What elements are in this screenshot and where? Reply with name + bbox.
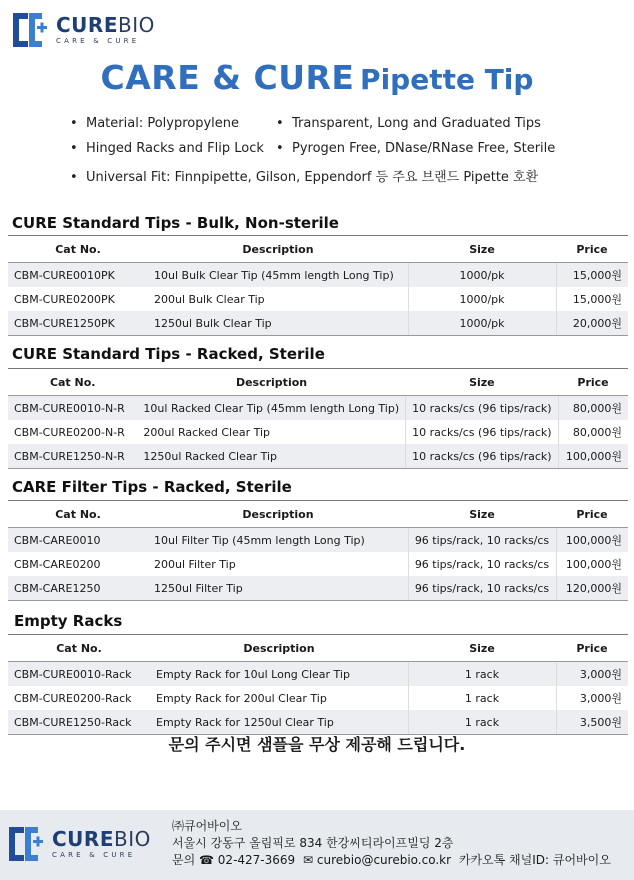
product-table-racked xyxy=(8,368,628,469)
table-header xyxy=(8,369,628,396)
cell-size: 96 tips/rack, 10 racks/cs xyxy=(408,576,556,601)
cell-desc: 1250ul Racked Clear Tip xyxy=(137,444,405,469)
table-row xyxy=(8,686,628,710)
cell-cat: CBM-CURE0010-N-R xyxy=(8,396,137,421)
table-row xyxy=(8,576,628,601)
cell-price: 80,000원 xyxy=(558,396,628,421)
cell-cat: CBM-CURE0010-Rack xyxy=(8,662,150,687)
col-cat: Cat No. xyxy=(8,369,137,396)
cell-size: 10 racks/cs (96 tips/rack) xyxy=(406,396,558,421)
cell-size: 10 racks/cs (96 tips/rack) xyxy=(406,420,558,444)
table-header xyxy=(8,501,628,528)
footer xyxy=(0,810,634,880)
cell-cat: CBM-CURE0200PK xyxy=(14,292,115,306)
col-cat: Cat No. xyxy=(8,236,148,263)
cell-cat: CBM-CURE1250-N-R xyxy=(8,444,137,469)
table-row xyxy=(8,420,628,444)
cell-desc: 1250ul Bulk Clear Tip xyxy=(148,311,408,336)
product-table-bulk xyxy=(8,235,628,336)
col-price: Price xyxy=(556,501,628,528)
cell-price: 100,000원 xyxy=(556,552,628,576)
cell-cat: CBM-CURE0200-N-R xyxy=(14,425,125,439)
feature-transparent: • Transparent, Long and Graduated Tips xyxy=(276,116,541,131)
section-title-racks: Empty Racks xyxy=(14,612,123,630)
table-row xyxy=(8,662,628,687)
cell-cat: CBM-CARE0010 xyxy=(8,528,148,553)
col-cat: Cat No. xyxy=(8,501,148,528)
brand-tagline: CARE & CURE xyxy=(56,37,140,45)
cell-price: 20,000원 xyxy=(556,311,628,336)
cell-size: 96 tips/rack, 10 racks/cs xyxy=(408,552,556,576)
contact-info xyxy=(172,818,611,869)
cell-price: 3,500원 xyxy=(556,710,628,735)
cell-desc: 10ul Filter Tip (45mm length Long Tip) xyxy=(148,528,408,553)
col-size: Size xyxy=(408,501,556,528)
section-title-filter: CARE Filter Tips - Racked, Sterile xyxy=(12,478,292,496)
col-price: Price xyxy=(556,635,628,662)
title-sub: Pipette Tip xyxy=(360,63,534,96)
table-row xyxy=(8,287,628,311)
cell-price: 80,000원 xyxy=(558,420,628,444)
feature-material: • Material: Polypropylene xyxy=(70,116,239,131)
cell-price: 120,000원 xyxy=(556,576,628,601)
title-main: CARE & CURE xyxy=(100,58,355,97)
cell-desc: Empty Rack for 10ul Long Clear Tip xyxy=(150,662,408,687)
table-row xyxy=(8,263,628,288)
table-header xyxy=(8,635,628,662)
mail-icon: ✉ xyxy=(303,853,314,867)
table-header xyxy=(8,236,628,263)
cell-desc: 200ul Racked Clear Tip xyxy=(143,425,271,439)
cell-cat: CBM-CURE1250PK xyxy=(8,311,148,336)
brand-name-light: BIO xyxy=(113,827,151,851)
cell-price: 3,000원 xyxy=(556,686,628,710)
cell-desc: 10ul Racked Clear Tip (45mm length Long Tip) xyxy=(137,396,405,421)
table-row xyxy=(8,444,628,469)
sample-notice: 문의 주시면 샘플을 무상 제공해 드립니다. xyxy=(168,735,466,754)
feature-hinged: • Hinged Racks and Flip Lock xyxy=(70,141,264,156)
table-row xyxy=(8,311,628,336)
phone-number[interactable]: 02-427-3669 xyxy=(217,853,296,867)
cell-size: 1000/pk xyxy=(408,263,556,288)
table-row xyxy=(8,396,628,421)
col-desc: Description xyxy=(148,501,408,528)
cell-price: 100,000원 xyxy=(558,444,628,469)
cell-desc: Empty Rack for 1250ul Clear Tip xyxy=(150,710,408,735)
cell-size: 1 rack xyxy=(408,662,556,687)
cell-size: 1000/pk xyxy=(408,311,556,336)
cell-size: 96 tips/rack, 10 racks/cs xyxy=(408,528,556,553)
cell-price: 15,000원 xyxy=(556,287,628,311)
col-desc: Description xyxy=(137,369,405,396)
feature-list xyxy=(70,116,590,191)
cell-size: 1 rack xyxy=(408,686,556,710)
contact-line xyxy=(172,852,611,869)
cell-desc: 200ul Filter Tip xyxy=(154,557,236,571)
col-price: Price xyxy=(558,369,628,396)
brand-name-light: BIO xyxy=(117,13,155,37)
cell-size: 1000/pk xyxy=(408,287,556,311)
cell-desc: 200ul Bulk Clear Tip xyxy=(154,292,265,306)
cell-cat: CBM-CARE0200 xyxy=(14,557,101,571)
col-size: Size xyxy=(408,236,556,263)
product-table-racks xyxy=(8,634,628,735)
cell-size: 1 rack xyxy=(408,710,556,735)
table-row xyxy=(8,528,628,553)
cell-price: 100,000원 xyxy=(556,528,628,553)
email-link[interactable]: curebio@curebio.co.kr xyxy=(316,853,452,867)
phone-icon: ☎ xyxy=(199,853,214,867)
cell-cat: CBM-CURE0010PK xyxy=(8,263,148,288)
curebio-logo-mark xyxy=(6,824,46,864)
table-row xyxy=(8,552,628,576)
brand-tagline: CARE & CURE xyxy=(52,851,136,859)
col-price: Price xyxy=(556,236,628,263)
kakao-channel: 카카오톡 채널ID: 큐어바이오 xyxy=(458,853,611,867)
col-desc: Description xyxy=(150,635,408,662)
cell-price: 15,000원 xyxy=(556,263,628,288)
table-row xyxy=(8,710,628,735)
feature-universal: • Universal Fit: Finnpipette, Gilson, Eppendorf 등 주요 브랜드 Pipette 호환 xyxy=(70,166,538,185)
col-size: Size xyxy=(406,369,558,396)
cell-price: 3,000원 xyxy=(556,662,628,687)
footer-logo xyxy=(6,824,151,864)
cell-size: 10 racks/cs (96 tips/rack) xyxy=(406,444,558,469)
cell-cat: CBM-CURE0200-Rack xyxy=(14,691,132,705)
curebio-logo-mark xyxy=(10,10,50,50)
header-logo xyxy=(10,10,155,50)
feature-pyrogen: • Pyrogen Free, DNase/RNase Free, Sterile xyxy=(276,141,555,156)
cell-desc: Empty Rack for 200ul Clear Tip xyxy=(156,691,327,705)
col-cat: Cat No. xyxy=(8,635,150,662)
brand-name-bold: CURE xyxy=(52,827,114,851)
cell-desc: 1250ul Filter Tip xyxy=(148,576,408,601)
cell-cat: CBM-CURE1250-Rack xyxy=(8,710,150,735)
product-table-filter xyxy=(8,500,628,601)
cell-desc: 10ul Bulk Clear Tip (45mm length Long Tip) xyxy=(148,263,408,288)
cell-cat: CBM-CARE1250 xyxy=(8,576,148,601)
brand-name-bold: CURE xyxy=(56,13,118,37)
page-title xyxy=(0,58,634,97)
section-title-bulk: CURE Standard Tips - Bulk, Non-sterile xyxy=(12,214,339,232)
col-size: Size xyxy=(408,635,556,662)
contact-label: 문의 xyxy=(172,853,196,867)
col-desc: Description xyxy=(148,236,408,263)
section-title-racked: CURE Standard Tips - Racked, Sterile xyxy=(12,345,325,363)
company-name: ㈜큐어바이오 xyxy=(172,819,242,833)
company-address: 서울시 강동구 올림픽로 834 한강씨티라이프빌딩 2층 xyxy=(172,836,454,850)
